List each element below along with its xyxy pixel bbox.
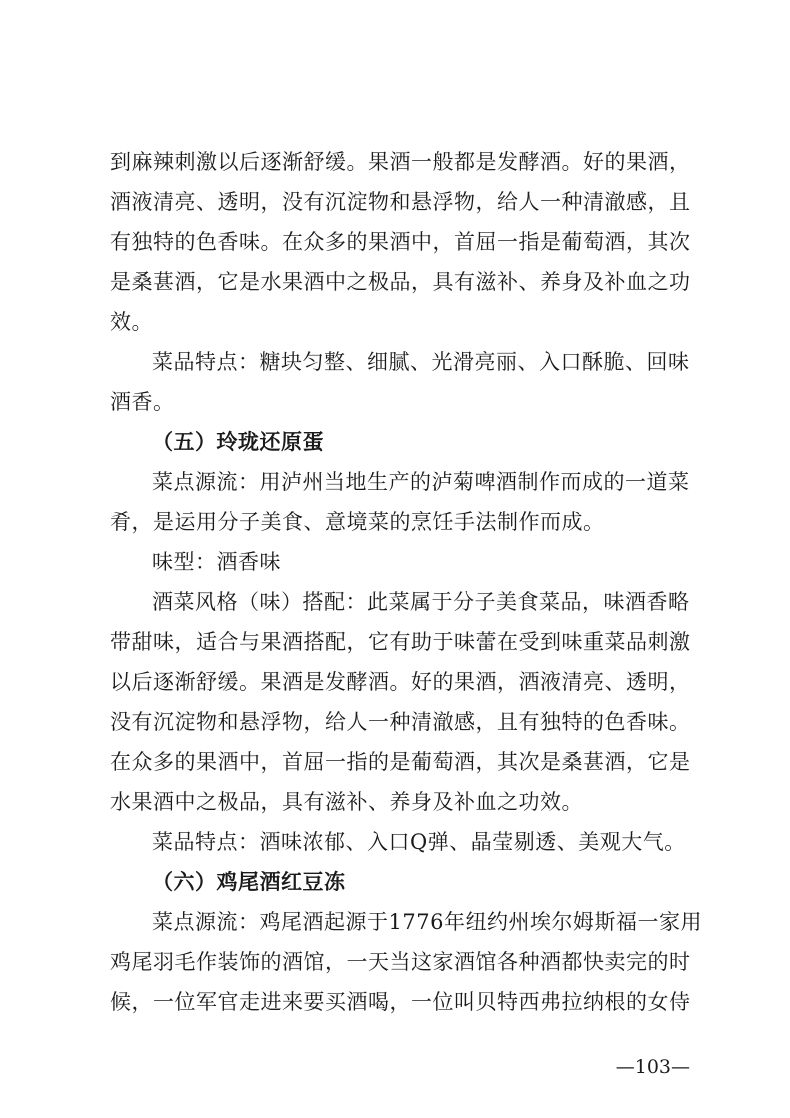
text-line: 带甜味，适合与果酒搭配，它有助于味蕾在受到味重菜品刺激 — [110, 630, 691, 654]
text-line: 菜点源流：用泸州当地生产的泸菊啤酒制作而成的一道菜 — [152, 470, 690, 494]
text-line: 菜品特点：酒味浓郁、入口Q弹、晶莹剔透、美观大气。 — [152, 830, 686, 854]
text-line: 酒香。 — [110, 390, 175, 414]
text-line: 到麻辣刺激以后逐渐舒缓。果酒一般都是发酵酒。好的果酒， — [110, 150, 691, 174]
text-line: 有独特的色香味。在众多的果酒中，首屈一指是葡萄酒，其次 — [110, 230, 691, 254]
section-heading-6: （六）鸡尾酒红豆冻 — [152, 869, 346, 894]
text-line: 肴，是运用分子美食、意境菜的烹饪手法制作而成。 — [110, 510, 605, 534]
page-number: —103— — [615, 1056, 690, 1078]
text-line: 候，一位军官走进来要买酒喝，一位叫贝特西弗拉纳根的女侍 — [110, 990, 691, 1014]
text-line: 酒液清亮、透明，没有沉淀物和悬浮物，给人一种清澈感，且 — [110, 190, 691, 214]
text-line: 没有沉淀物和悬浮物，给人一种清澈感，且有独特的色香味。 — [110, 710, 691, 734]
text-line: 味型：酒香味 — [152, 550, 281, 574]
text-line: 酒菜风格（味）搭配：此菜属于分子美食菜品，味酒香略 — [152, 590, 690, 614]
text-line: 效。 — [110, 310, 153, 334]
text-line: 水果酒中之极品，具有滋补、养身及补血之功效。 — [110, 790, 583, 814]
text-line: 在众多的果酒中，首屈一指的是葡萄酒，其次是桑葚酒，它是 — [110, 750, 691, 774]
text-line: 鸡尾羽毛作装饰的酒馆，一天当这家酒馆各种酒都快卖完的时 — [110, 950, 691, 974]
text-line: 菜点源流：鸡尾酒起源于1776年纽约州埃尔姆斯福一家用 — [152, 910, 702, 934]
section-heading-5: （五）玲珑还原蛋 — [152, 429, 324, 454]
text-line: 以后逐渐舒缓。果酒是发酵酒。好的果酒，酒液清亮、透明， — [110, 670, 691, 694]
text-line: 是桑葚酒，它是水果酒中之极品，具有滋补、养身及补血之功 — [110, 270, 691, 294]
text-line: 菜品特点：糖块匀整、细腻、光滑亮丽、入口酥脆、回味 — [152, 350, 690, 374]
